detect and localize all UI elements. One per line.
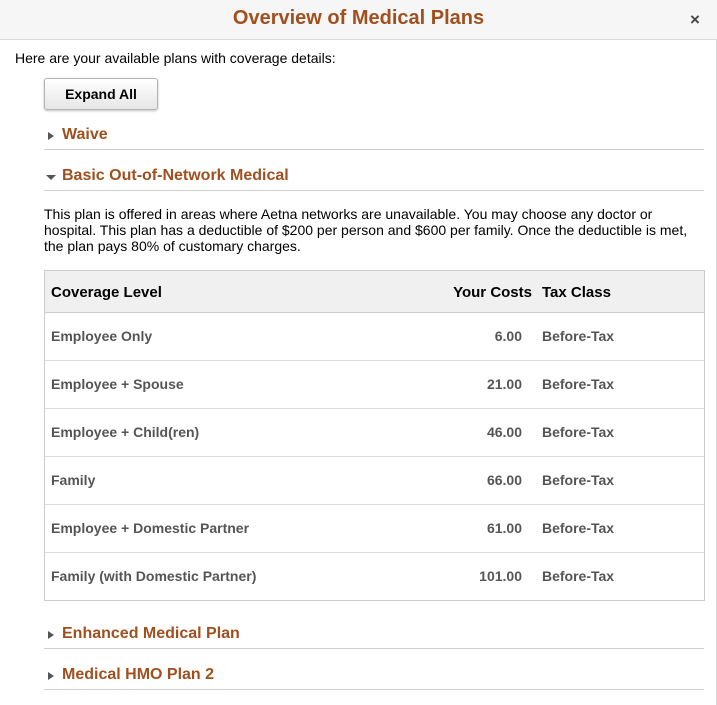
coverage-level: Family — [51, 472, 96, 488]
table-row — [45, 457, 704, 505]
caret-down-icon — [45, 171, 57, 183]
section-label: Enhanced Medical Plan — [62, 625, 240, 642]
caret-right-icon — [46, 670, 56, 682]
table-row — [45, 505, 704, 553]
header-your-costs: Your Costs — [453, 284, 532, 301]
your-cost: 21.00 — [486, 376, 522, 392]
coverage-level: Employee + Spouse — [51, 376, 184, 392]
tax-class: Before-Tax — [542, 568, 615, 584]
section-waive[interactable] — [44, 126, 704, 150]
your-cost: 46.00 — [486, 424, 522, 440]
header-coverage-level: Coverage Level — [51, 284, 162, 301]
tax-class: Before-Tax — [542, 520, 615, 536]
tax-class: Before-Tax — [542, 424, 615, 440]
tax-class: Before-Tax — [542, 328, 615, 344]
coverage-level: Family (with Domestic Partner) — [51, 568, 257, 584]
expand-all-button[interactable]: Expand All — [44, 78, 158, 110]
caret-right-icon — [46, 130, 56, 142]
your-cost: 61.00 — [486, 520, 522, 536]
table-row — [45, 313, 704, 361]
section-label: Waive — [62, 126, 108, 143]
caret-right-icon — [46, 629, 56, 641]
table-row — [45, 553, 704, 601]
section-label: Basic Out-of-Network Medical — [62, 167, 289, 184]
coverage-level: Employee + Child(ren) — [51, 424, 200, 440]
plan-description: This plan is offered in areas where Aetna networks are unavailable. You may choose any doctor or hospital. This plan has a deductible of $200 per person and $600 per family. Once the deductible is met, the plan pays 80% of customary charges. — [44, 206, 688, 254]
section-medical-hmo-2[interactable] — [44, 666, 704, 690]
header-tax-class: Tax Class — [542, 284, 611, 301]
section-enhanced-medical[interactable] — [44, 625, 704, 649]
your-cost: 6.00 — [494, 328, 522, 344]
dialog-title: Overview of Medical Plans — [232, 7, 485, 29]
coverage-level: Employee + Domestic Partner — [51, 520, 250, 536]
close-icon: × — [690, 10, 700, 29]
coverage-table — [44, 270, 705, 601]
table-row — [45, 409, 704, 457]
section-basic-out-of-network[interactable] — [44, 167, 704, 191]
coverage-level: Employee Only — [51, 328, 153, 344]
your-cost: 101.00 — [479, 568, 522, 584]
close-button[interactable] — [685, 10, 705, 30]
dialog-titlebar — [0, 0, 717, 40]
tax-class: Before-Tax — [542, 376, 615, 392]
table-header — [45, 271, 704, 313]
table-row — [45, 361, 704, 409]
your-cost: 66.00 — [486, 472, 522, 488]
section-label: Medical HMO Plan 2 — [62, 666, 215, 683]
intro-text: Here are your available plans with coverage details: — [15, 50, 336, 66]
tax-class: Before-Tax — [542, 472, 615, 488]
